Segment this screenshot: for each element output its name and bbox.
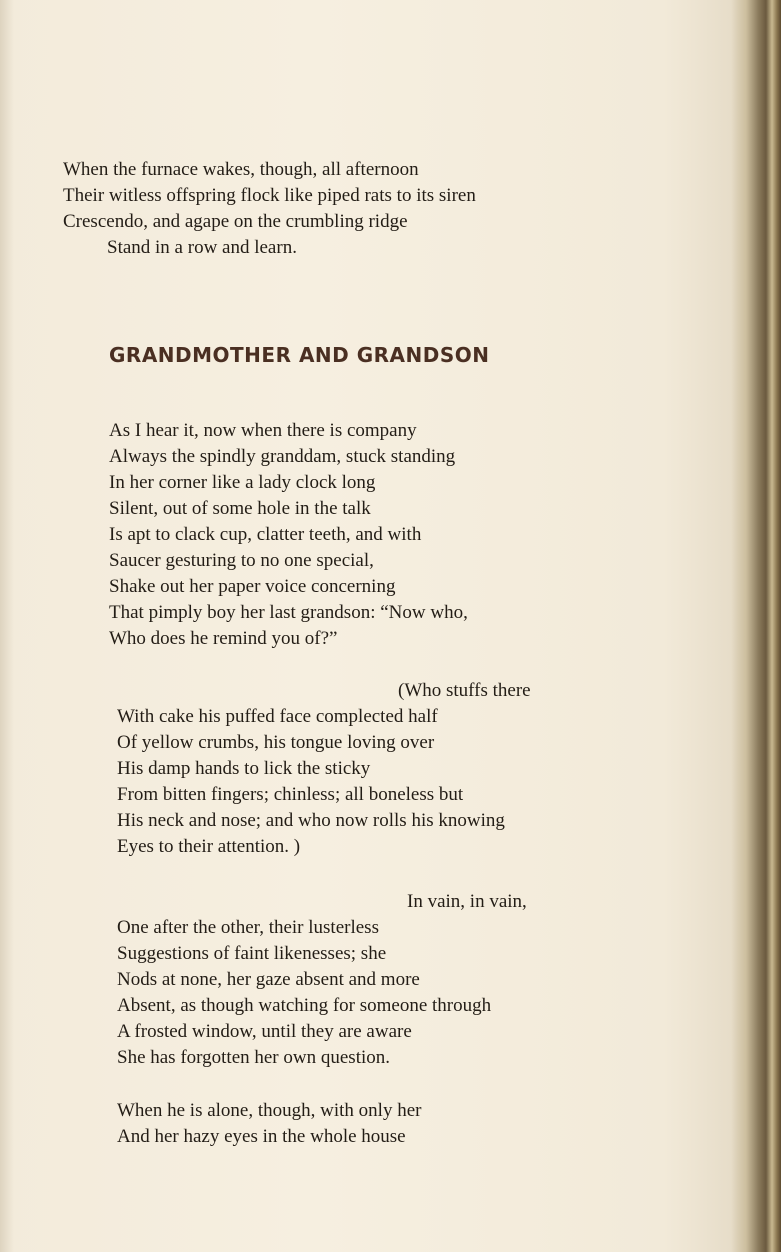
poem-line: Shake out her paper voice concerning — [109, 576, 396, 597]
poem-line: In her corner like a lady clock long — [109, 472, 376, 493]
poem-line: Eyes to their attention. ) — [117, 836, 301, 857]
poem-line: One after the other, their lusterless — [117, 917, 379, 938]
poem-line: That pimply boy her last grandson: “Now who, — [109, 602, 468, 623]
poem-line: When he is alone, though, with only her — [117, 1100, 422, 1121]
poem-line: His damp hands to lick the sticky — [117, 758, 371, 779]
poem-line: Saucer gesturing to no one special, — [109, 550, 374, 571]
poem-line: Is apt to clack cup, clatter teeth, and with — [109, 524, 422, 545]
poem-line: (Who stuffs there — [398, 680, 531, 701]
poem-line: Silent, out of some hole in the talk — [109, 498, 371, 519]
poem-line: And her hazy eyes in the whole house — [117, 1126, 406, 1147]
poem-line: Always the spindly granddam, stuck standing — [109, 446, 456, 467]
poem-line: As I hear it, now when there is company — [109, 420, 417, 441]
poem-line: Suggestions of faint likenesses; she — [117, 943, 387, 964]
poem-line: Crescendo, and agape on the crumbling ridge — [63, 211, 408, 232]
poem-line: She has forgotten her own question. — [117, 1047, 390, 1068]
poem-line: With cake his puffed face complected half — [117, 706, 438, 727]
poem-line: Nods at none, her gaze absent and more — [117, 969, 420, 990]
poem-line: Of yellow crumbs, his tongue loving over — [117, 732, 435, 753]
poem-line: From bitten fingers; chinless; all boneless but — [117, 784, 464, 805]
poem-title: GRANDMOTHER AND GRANDSON — [109, 343, 490, 367]
poem-line: Stand in a row and learn. — [107, 237, 297, 258]
poem-line: A frosted window, until they are aware — [117, 1021, 412, 1042]
poem-line: When the furnace wakes, though, all afternoon — [63, 159, 419, 180]
poem-line: In vain, in vain, — [407, 891, 527, 912]
poem-line: Their witless offspring flock like piped rats to its siren — [63, 185, 476, 206]
poem-line: Absent, as though watching for someone through — [117, 995, 492, 1016]
poem-line: Who does he remind you of?” — [109, 628, 338, 649]
poem-line: His neck and nose; and who now rolls his knowing — [117, 810, 505, 831]
